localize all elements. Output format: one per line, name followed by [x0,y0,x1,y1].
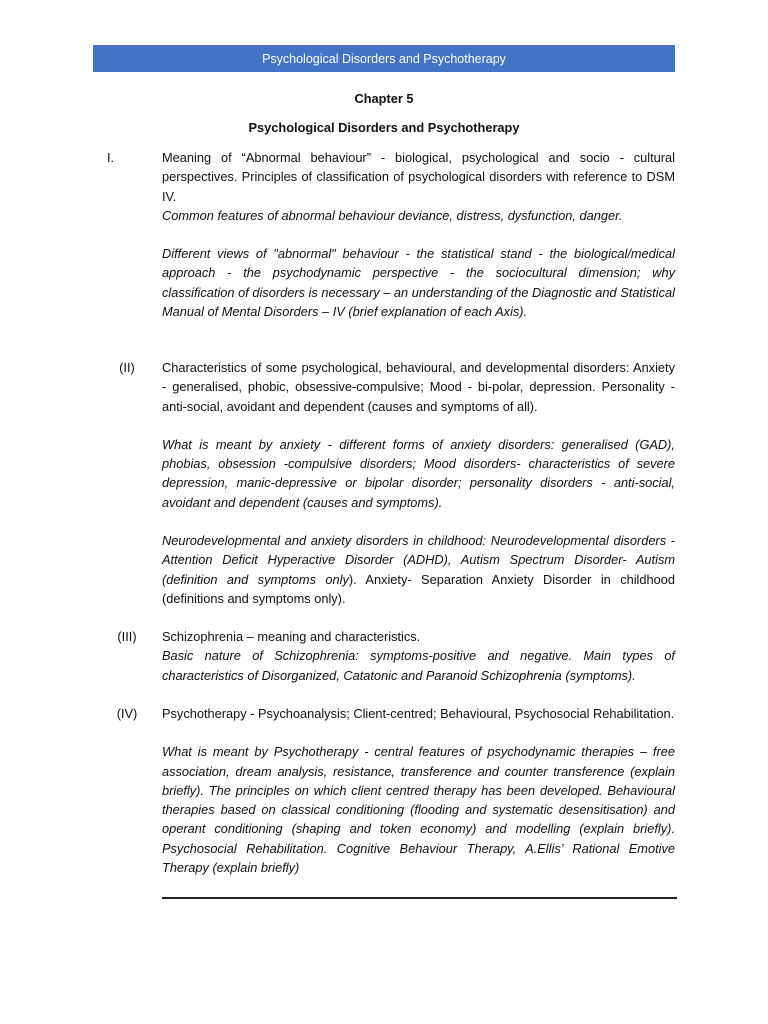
running-header-title: Psychological Disorders and Psychotherapy [262,51,506,66]
chapter-number: Chapter 5 [354,91,414,106]
section-paragraph: Different views of "abnormal" behaviour - the statistical stand - the biological/medical approach - the psychodynamic perspective - the sociocultural dimension; why classification of disorders is necessary – an understanding of the Diagnostic and Statistical Manual of Mental Disorders – IV (brief explanation of each Axis). [162,246,675,320]
section-paragraph: Basic nature of Schizophrenia: symptoms-positive and negative. Main types of characteristics of Disorganized, Catatonic and Paranoid Schizophrenia (symptoms). [162,648,675,683]
section-paragraph: What is meant by anxiety - different forms of anxiety disorders: generalised (GAD), phobias, obsession -compulsive disorders; Mood disorders- characteristics of severe depression, manic-depressive or bipolar disorder; personality disorders - anti-social, avoidant and dependent (causes and symptoms). [162,436,675,510]
bottom-divider [162,897,677,899]
section-numeral: I. [107,150,115,165]
section-4 [93,704,675,877]
section-2 [93,358,675,608]
section-paragraph [162,531,675,608]
section-paragraph: Characteristics of some psychological, behavioural, and developmental disorders: Anxiety - generalised, phobic, obsessive-compulsive; Mood - bi-polar, depression. Personality - anti-social, avoidant and dependent (causes and symptoms of all). [162,360,675,414]
section-numeral: (II) [119,360,135,375]
paragraph-regular-part: ). Anxiety- Separation Anxiety Disorder in childhood (definitions and symptoms only). [162,571,675,606]
section-paragraph: What is meant by Psychotherapy - central features of psychodynamic therapies – free association, dream analysis, resistance, transference and counter transference (explain briefly). The principles on which client centred therapy has been developed. Behavioural therapies based on classical conditioning (flooding and systematic desensitisation) and operant conditioning (shaping and token economy) and modelling (explain briefly). Psychosocial Rehabilitation. Cognitive Behaviour Therapy, A.Ellis’ Rational Emotive Therapy (explain briefly) [162,744,675,876]
section-numeral: (III) [117,629,137,644]
paragraph-italic-part: Neurodevelopmental and anxiety disorders in childhood: Neurodevelopmental disorders - Attention Deficit Hyperactive Disorder (ADHD), Autism Spectrum Disorder- Autism (definition and symptoms only [162,533,675,587]
section-numeral: (IV) [116,706,138,721]
section-paragraph: Schizophrenia – meaning and characteristics. [162,629,421,644]
section-paragraph: Meaning of “Abnormal behaviour” - biological, psychological and socio - cultural perspectives. Principles of classification of psychological disorders with reference to DSM IV. [162,150,675,204]
section-1 [93,148,675,321]
chapter-title: Psychological Disorders and Psychotherapy [248,120,520,135]
running-header [93,45,675,72]
section-3 [93,627,675,685]
section-paragraph: Common features of abnormal behaviour deviance, distress, dysfunction, danger. [162,207,623,223]
section-paragraph: Psychotherapy - Psychoanalysis; Client-centred; Behavioural, Psychosocial Rehabilitation. [162,706,675,721]
